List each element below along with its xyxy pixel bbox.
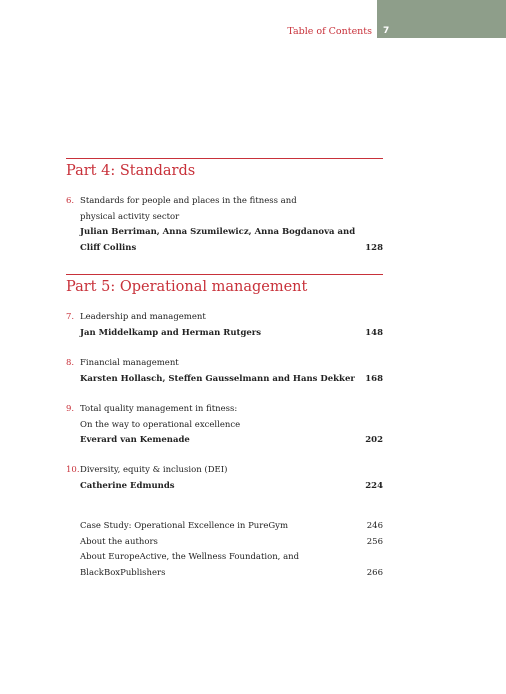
chapter-title: Financial management [80,358,179,368]
chapter-authors: Karsten Hollasch, Steffen Gausselmann and Hans Dekker [80,373,355,384]
back-matter-page: 246 [366,521,383,531]
chapter-authors: Catherine Edmunds [80,480,175,491]
back-matter-item [80,566,383,582]
chapter-10-entry [66,463,383,494]
back-matter-title: About the authors [80,536,158,547]
chapter-page-number: 168 [365,373,383,384]
back-matter-list [80,519,383,581]
back-matter-item [80,550,383,566]
chapter-6-entry [66,194,383,256]
back-matter-title: Case Study: Operational Excellence in PureGym [80,521,289,531]
chapter-title: Total quality management in fitness: [80,404,238,414]
chapter-title: Standards for people and places in the fitness and [80,196,297,206]
chapter-page-number: 128 [365,242,383,253]
chapter-authors: Julian Berriman, Anna Szumilewicz, Anna Bogdanova and [80,227,356,237]
chapter-9-entry [66,402,383,449]
back-matter-item [80,519,383,535]
chapter-number: 8. [66,358,75,368]
chapter-number: 6. [66,196,75,206]
chapter-number: 9. [66,404,75,414]
chapter-title: On the way to operational excellence [80,419,241,430]
part-5-rule [66,274,383,275]
running-head: Table of Contents [287,26,372,37]
chapter-8-entry [66,356,383,387]
chapter-7-entry [66,310,383,341]
part-4-rule [66,158,383,159]
chapter-page-number: 148 [365,327,383,338]
chapter-title: Diversity, equity & inclusion (DEI) [80,465,228,475]
chapter-authors: Cliff Collins [80,242,137,253]
back-matter-title: About EuropeActive, the Wellness Foundation, and [80,552,300,562]
back-matter-title: BlackBoxPublishers [80,567,166,578]
chapter-page-number: 224 [365,480,383,491]
page-number: 7 [383,26,390,36]
page-number-tab [377,0,506,38]
chapter-authors: Everard van Kemenade [80,435,190,445]
back-matter-page: 266 [366,567,383,578]
part-5-title: Part 5: Operational management [66,279,308,295]
back-matter-page: 256 [366,536,383,547]
chapter-title: physical activity sector [80,211,180,222]
chapter-authors: Jan Middelkamp and Herman Rutgers [80,327,262,338]
chapter-page-number: 202 [365,435,383,445]
chapter-title: Leadership and management [80,312,206,322]
part-4-title: Part 4: Standards [66,163,196,179]
chapter-number: 10. [66,465,80,475]
back-matter-item [80,535,383,551]
chapter-number: 7. [66,312,75,322]
